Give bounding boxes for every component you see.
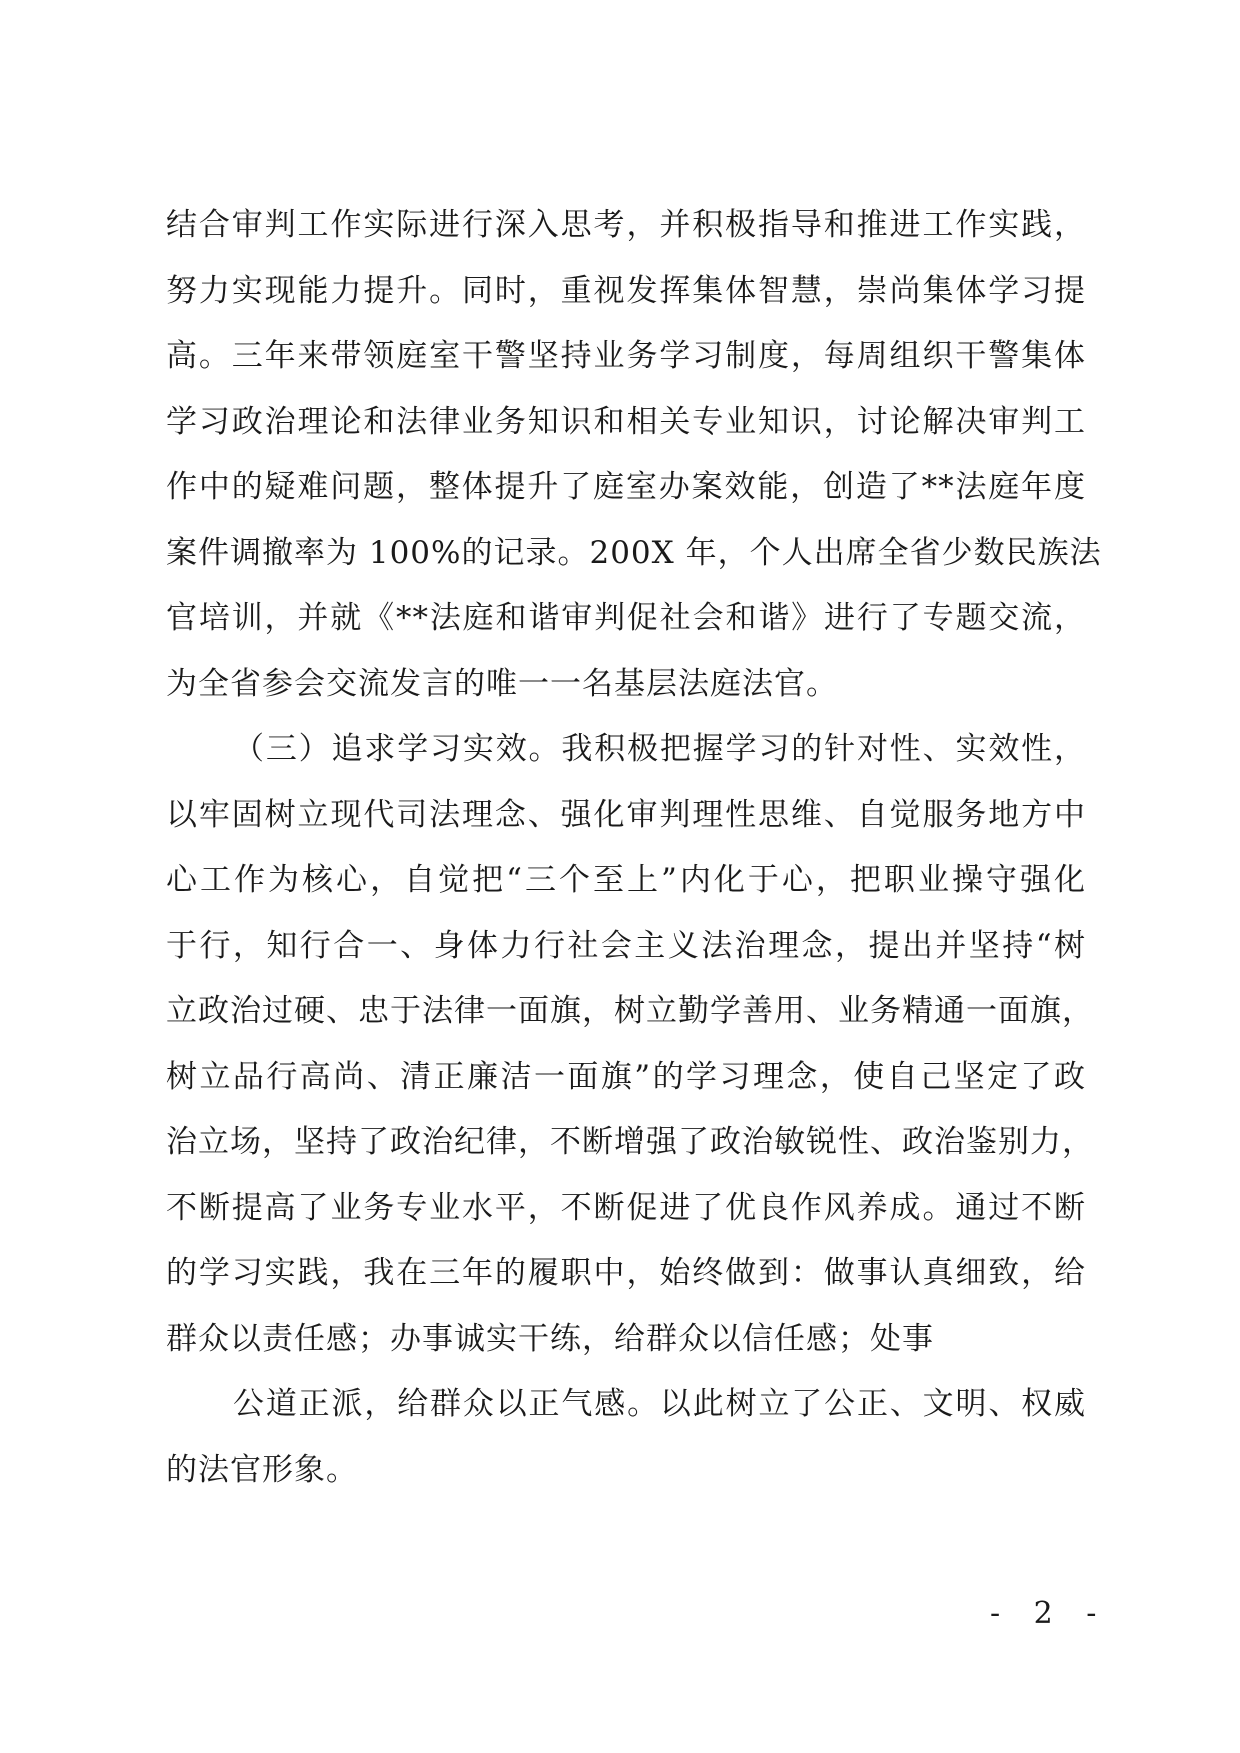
text-line: 结合审判工作实际进行深入思考，并积极指导和推进工作实践， xyxy=(166,207,1086,243)
text-line: 公道正派，给群众以正气感。以此树立了公正、文明、权威 xyxy=(233,1386,1086,1422)
text-line: 的学习实践，我在三年的履职中，始终做到：做事认真细致，给 xyxy=(166,1255,1086,1291)
text-line: 学习政治理论和法律业务知识和相关专业知识，讨论解决审判工 xyxy=(166,403,1086,440)
text-line: 治立场，坚持了政治纪律，不断增强了政治敏锐性、政治鉴别力， xyxy=(166,1124,1094,1160)
text-line: 以牢固树立现代司法理念、强化审判理性思维、自觉服务地方中 xyxy=(166,796,1086,833)
text-line: 的法官形象。 xyxy=(166,1451,358,1488)
text-line: 高。三年来带领庭室干警坚持业务学习制度，每周组织干警集体 xyxy=(166,338,1086,374)
body-text xyxy=(166,193,1102,1503)
text-line: 群众以责任感；办事诚实干练，给群众以信任感；处事 xyxy=(166,1320,934,1357)
section-heading-line: （三）追求学习实效。我积极把握学习的针对性、实效性， xyxy=(233,731,1086,767)
text-line: 于行，知行合一、身体力行社会主义法治理念，提出并坚持“树 xyxy=(166,927,1086,964)
text-line: 作中的疑难问题，整体提升了庭室办案效能，创造了**法庭年度 xyxy=(166,469,1086,505)
page-number: - 2 - xyxy=(990,1596,1109,1631)
text-line: 努力实现能力提升。同时，重视发挥集体智慧，崇尚集体学习提 xyxy=(166,272,1086,309)
text-line: 树立品行高尚、清正廉洁一面旗”的学习理念，使自己坚定了政 xyxy=(166,1058,1086,1095)
text-line: 为全省参会交流发言的唯一一名基层法庭法官。 xyxy=(166,665,838,702)
text-line: 官培训，并就《**法庭和谐审判促社会和谐》进行了专题交流， xyxy=(166,600,1086,636)
text-line: 案件调撤率为 100%的记录。200X 年，个人出席全省少数民族法 xyxy=(166,534,1102,571)
text-line: 立政治过硬、忠于法律一面旗，树立勤学善用、业务精通一面旗， xyxy=(166,993,1094,1029)
text-line: 不断提高了业务专业水平，不断促进了优良作风养成。通过不断 xyxy=(166,1189,1086,1226)
text-line: 心工作为核心，自觉把“三个至上”内化于心，把职业操守强化 xyxy=(166,862,1086,898)
